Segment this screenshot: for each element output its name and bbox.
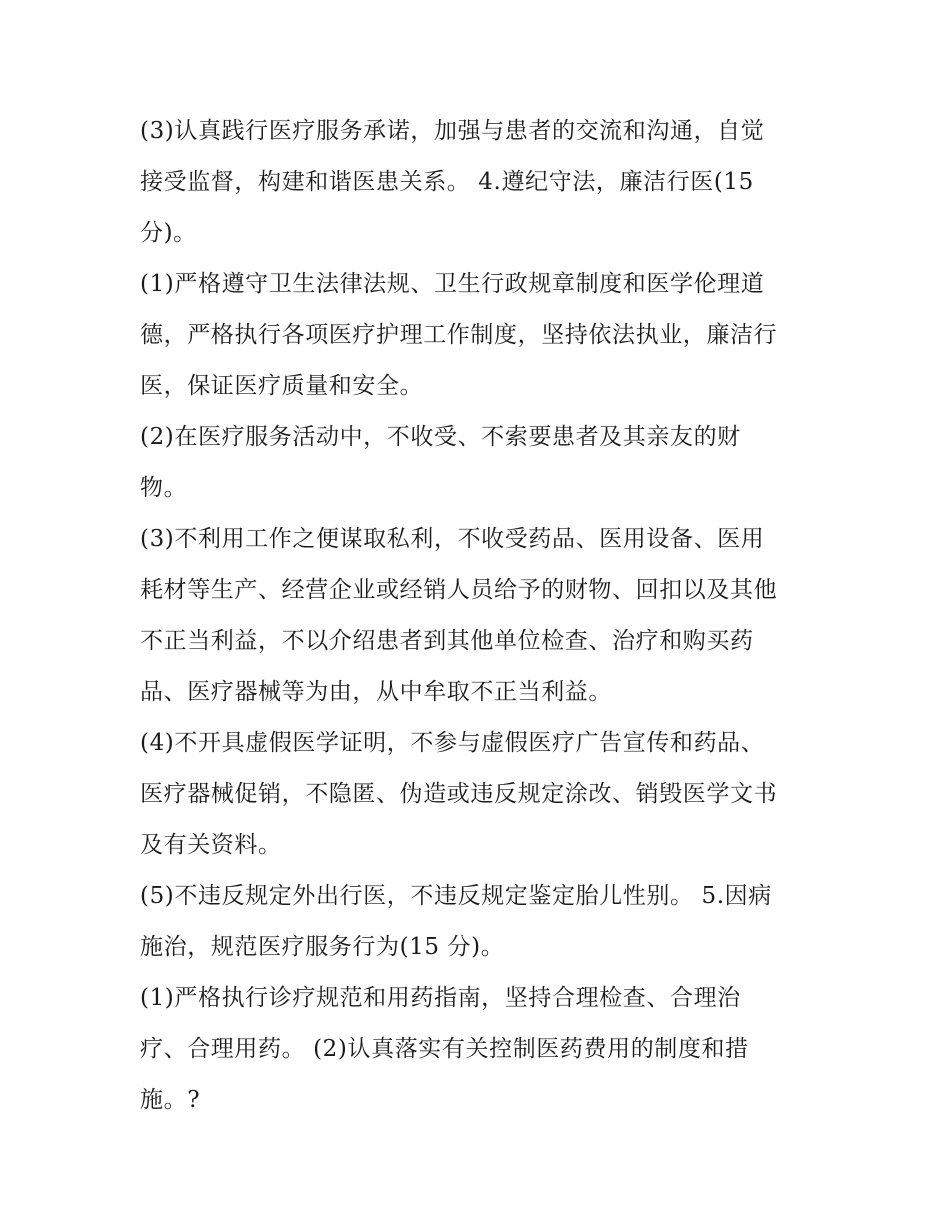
text-line: 耗材等生产、经营企业或经销人员给予的财物、回扣以及其他 bbox=[140, 577, 778, 603]
text-line: 接受监督，构建和谐医患关系。 4.遵纪守法，廉洁行医(15 bbox=[140, 169, 754, 195]
text-line: 物。 bbox=[140, 475, 188, 501]
text-line: 疗、合理用药。 (2)认真落实有关控制医药费用的制度和措 bbox=[140, 1036, 749, 1062]
text-line: (5)不违反规定外出行医，不违反规定鉴定胎儿性别。 5.因病 bbox=[140, 883, 772, 909]
text-line: (3)认真践行医疗服务承诺，加强与患者的交流和沟通，自觉 bbox=[140, 118, 765, 144]
text-line: 品、医疗器械等为由，从中牟取不正当利益。 bbox=[140, 679, 612, 705]
text-line: (3)不利用工作之便谋取私利，不收受药品、医用设备、医用 bbox=[140, 526, 765, 552]
text-line: 施治，规范医疗服务行为(15 分)。 bbox=[140, 934, 505, 960]
text-line: 施。? bbox=[140, 1087, 201, 1113]
text-line: 不正当利益，不以介绍患者到其他单位检查、治疗和购买药 bbox=[140, 628, 754, 654]
text-line: (4)不开具虚假医学证明，不参与虚假医疗广告宣传和药品、 bbox=[140, 730, 765, 756]
text-line: (2)在医疗服务活动中，不收受、不索要患者及其亲友的财 bbox=[140, 424, 741, 450]
text-line: (1)严格执行诊疗规范和用药指南，坚持合理检查、合理治 bbox=[140, 985, 741, 1011]
text-line: (1)严格遵守卫生法律法规、卫生行政规章制度和医学伦理道 bbox=[140, 271, 765, 297]
text-line: 医，保证医疗质量和安全。 bbox=[140, 373, 424, 399]
text-line: 分)。 bbox=[140, 220, 197, 246]
text-line: 医疗器械促销，不隐匿、伪造或违反规定涂改、销毁医学文书 bbox=[140, 781, 778, 807]
text-line: 及有关资料。 bbox=[140, 832, 282, 858]
document-body bbox=[140, 106, 820, 1126]
text-line: 德，严格执行各项医疗护理工作制度，坚持依法执业，廉洁行 bbox=[140, 322, 778, 348]
